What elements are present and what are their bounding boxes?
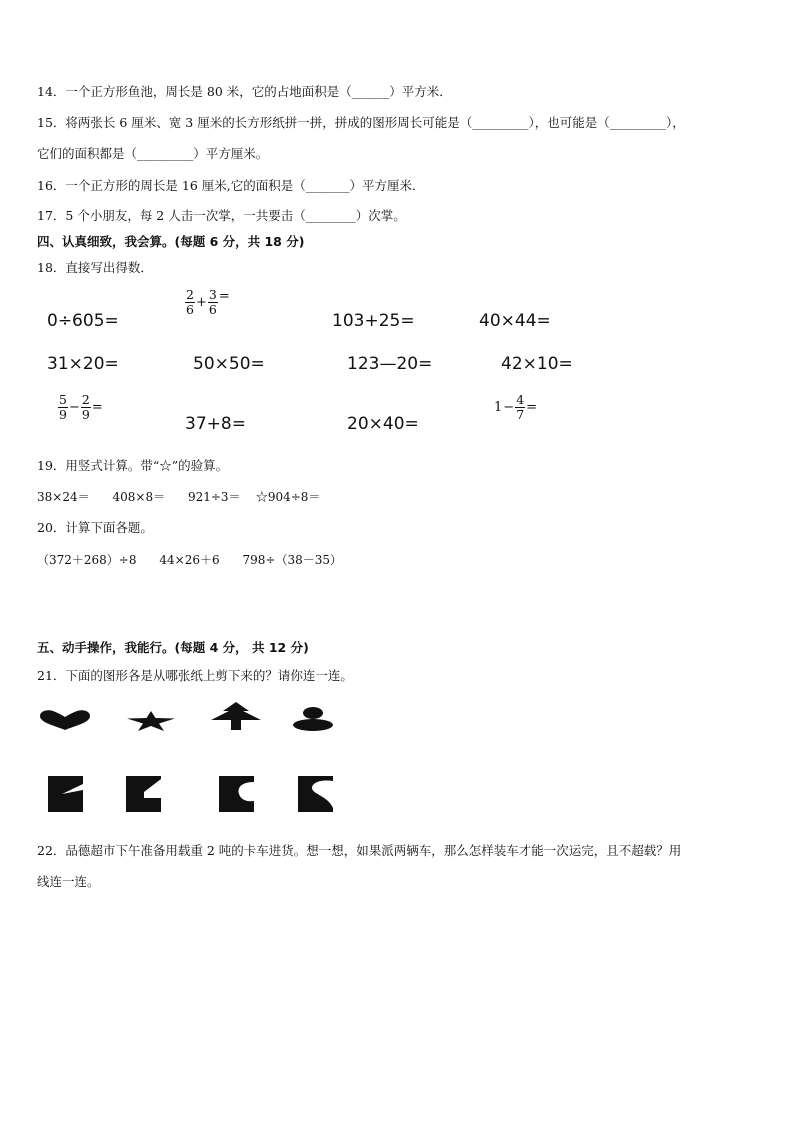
frac-den: 6 — [186, 302, 194, 317]
equals: = — [526, 400, 538, 415]
operator: − — [68, 400, 80, 415]
frac-den: 6 — [208, 302, 217, 317]
question-17: 17．5 个小朋友，每 2 人击一次掌，一共要击（________）次掌。 — [37, 208, 406, 223]
section-5-heading: 五、动手操作，我能行。(每题 4 分， 共 12 分) — [37, 640, 309, 655]
frac-num: 5 — [59, 392, 67, 407]
operator: − — [503, 400, 515, 415]
question-19-items: 38×24＝ 408×8＝ 921÷3＝ ☆904÷8＝ — [37, 490, 321, 504]
heart-shape — [38, 709, 92, 731]
frac-num: 2 — [81, 392, 90, 407]
calc-r3c3: 20×40= — [347, 414, 419, 434]
question-18: 18．直接写出得数． — [37, 260, 153, 275]
question-14: 14．一个正方形鱼池，周长是 80 米，它的占地面积是（______）平方米． — [37, 84, 452, 99]
question-22-line1: 22．品德超市下午准备用载重 2 吨的卡车进货。想一想，如果派两辆车，那么怎样装车才能一次运完，且不超载？用 — [37, 843, 682, 858]
calc-r2c4: 42×10= — [501, 354, 573, 374]
whole-number: 1 — [494, 400, 503, 415]
question-20-items: （372＋268）÷8 44×26＋6 798÷（38－35） — [37, 553, 342, 567]
section-4-heading: 四、认真细致，我会算。(每题 6 分，共 18 分) — [37, 234, 305, 249]
operator: + — [195, 295, 207, 310]
calc-r1c4: 40×44= — [479, 311, 551, 331]
frac-num: 4 — [516, 392, 525, 407]
question-22-line2: 线连一连。 — [37, 874, 100, 889]
calc-r2c1: 31×20= — [47, 354, 119, 374]
question-21: 21．下面的图形各是从哪张纸上剪下来的？请你连一连。 — [37, 668, 353, 683]
tree-arrow-shape — [208, 701, 264, 731]
calc-r3c4 — [494, 393, 538, 422]
calc-r3c2: 37+8= — [185, 414, 246, 434]
question-20: 20．计算下面各题。 — [37, 520, 153, 535]
frac-num: 3 — [208, 287, 217, 302]
cut-paper-3 — [219, 776, 255, 812]
cut-paper-4 — [298, 776, 334, 812]
star-shape — [126, 710, 176, 732]
equals: = — [91, 400, 103, 415]
calc-r2c3: 123—20= — [347, 354, 433, 374]
question-19: 19．用竖式计算。带“☆”的验算。 — [37, 458, 229, 473]
cut-paper-1 — [48, 776, 84, 812]
cut-paper-2 — [126, 776, 162, 812]
question-15-line1: 15．将两张长 6 厘米、宽 3 厘米的长方形纸拼一拼，拼成的图形周长可能是（_________），也可能是（_________）， — [37, 115, 685, 130]
calc-r1c2 — [185, 288, 231, 317]
equals: = — [218, 289, 230, 304]
frac-den: 9 — [59, 407, 67, 422]
question-15-line2: 它们的面积都是（_________）平方厘米。 — [37, 146, 269, 161]
question-16: 16．一个正方形的周长是 16 厘米,它的面积是（_______）平方厘米． — [37, 178, 425, 193]
frac-den: 7 — [516, 407, 525, 422]
frac-den: 9 — [81, 407, 90, 422]
calc-r1c1: 0÷605= — [47, 311, 119, 331]
snowman-shape — [291, 706, 335, 732]
calc-r2c2: 50×50= — [193, 354, 265, 374]
frac-num: 2 — [186, 287, 194, 302]
calc-r1c3: 103+25= — [332, 311, 415, 331]
calc-r3c1 — [58, 393, 104, 422]
